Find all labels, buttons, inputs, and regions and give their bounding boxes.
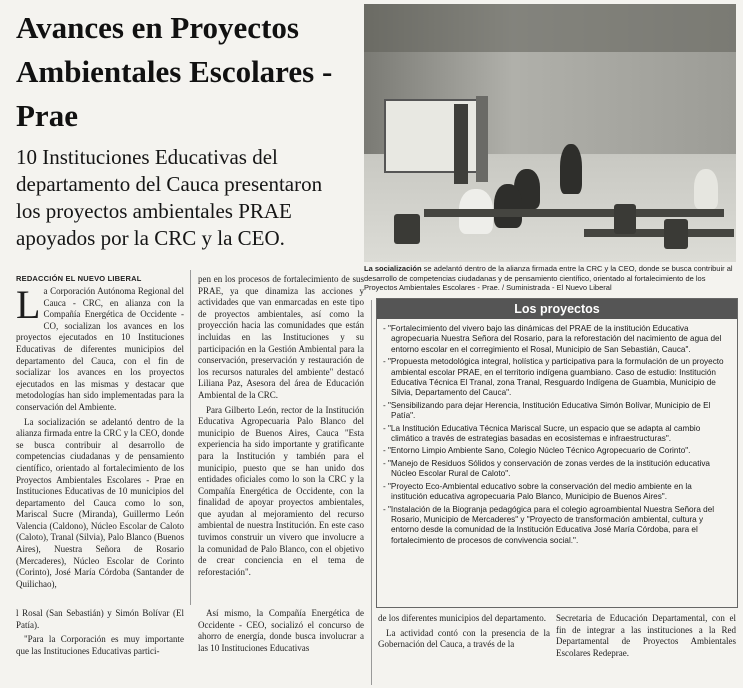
article-headline: Avances en Proyectos Ambientales Escolares - Prae bbox=[16, 10, 333, 133]
drop-cap: L bbox=[16, 282, 41, 327]
body-paragraph: La socialización se adelantó dentro de la alianza firmada entre la CRC y la CEO, donde se busca contribuir al desarrollo de competencias ciudadanas y de pensamiento científico, orientado al fortalecimiento de los Proyectos Ambientales Escolares - Prae en Instituciones Educativas de 10 municipios del departamento del Cauca como lo son, Mariscal Sucre (Miranda), Guillermo León Valencia (Caldono), Núcleo Escolar de Caloto (Caloto), Tranal (Silvia), Palo Blanco (Buenos Aires), Nuestra Señora de Rosario (Mercaderes), Núcleo Escolar de Corinto (Corinto), José María Córdoba (Santander de Quilichao), bbox=[16, 416, 184, 589]
byline: REDACCIÓN EL NUEVO LIBERAL bbox=[16, 274, 142, 283]
article-photo bbox=[364, 4, 736, 262]
project-item: - "Entorno Limpio Ambiente Sano, Colegio Núcleo Técnico Agropecuario de Corinto". bbox=[383, 446, 728, 456]
body-paragraph: Para Gilberto León, rector de la Institución Educativa Agropecuaria Palo Blanco del municipio de Buenos Aires, Cauca "Esta experiencia ha sido importante y gratificante para la Institución y también para el municipio, puesto que se han unido dos entidades oficiales como lo son la CRC y la Compañía Energética de Occidente, con la finalidad de apoyar proyectos ambientales, que ayudan al mejoramiento del recurso ambiental de nuestra Institución. En este caso tuvimos construir un vivero que involucre a la comunidad de Palo Blanco, con el objetivo de crear conciencia en el tema de reforestación". bbox=[198, 404, 364, 577]
project-item: - "Proyecto Eco-Ambiental educativo sobre la conservación del medio ambiente en la institución educativa agropecuaria Palo Blanco, Municipio de Buenos Aires". bbox=[383, 482, 728, 503]
project-item: - "Propuesta metodológica integral, holística y participativa para la formulación de un proyecto ambiental escolar PRAE, en el territorio indígena guambiano. Caso de estudio: Institución Educativa Técnica El Tranal, zona Tranal, Resguardo Indígena de Guambia, Municipio de Silvia, Departamento del Cauca". bbox=[383, 357, 728, 399]
projects-list bbox=[383, 324, 728, 548]
column-divider bbox=[371, 300, 372, 685]
body-column-1 bbox=[16, 282, 184, 593]
body-paragraph: pen en los procesos de fortalecimiento de sus PRAE, ya que dinamiza las acciones y actividades que van enmarcadas en este tipo de proyectos ambientales, así como la proyección hacia las comunidades que están incluidas en las Instituciones y su participación en la Gestión Ambiental para la conservación, preservación y restauración de los recursos naturales del ambiente" destacó Liliana Paz, Asesora del área de Educación Ambiental de la CRC. bbox=[198, 274, 364, 400]
body-paragraph: Así mismo, la Compañía Energética de Occidente - CEO, socializó el concurso de ahorro de energía, donde busca involucrar a las 10 Instituciones Educativas bbox=[198, 608, 364, 653]
project-item: - "Instalación de la Biogranja pedagógica para el colegio agroambiental Nuestra Señora del Rosario, Municipio de Mercaderes" y "Proyecto de transformación ambiental, cultura y entorno desde la comunidad de la Institución Educativa José María Córdoba, para el fortalecimiento de procesos de convivencia social.". bbox=[383, 505, 728, 547]
column-divider bbox=[190, 270, 191, 605]
article-subhead: 10 Instituciones Educativas del departamento del Cauca presentaron los proyectos ambientales PRAE apoyados por la CRC y la CEO. bbox=[16, 145, 323, 250]
body-column-2-bottom bbox=[198, 608, 364, 657]
body-paragraph: "Para la Corporación es muy importante que las Instituciones Educativas partici- bbox=[16, 634, 184, 656]
projects-box bbox=[376, 298, 738, 608]
body-column-1-bottom bbox=[16, 608, 184, 660]
project-item: - "Sensibilizando para dejar Herencia, Institución Educativa Simón Bolívar, Municipio de El Patía". bbox=[383, 401, 728, 422]
body-paragraph: Secretaria de Educación Departamental, con el fin de integrar a las instituciones a la Red Departamental de Proyectos Ambientales Escolares Redeprae. bbox=[556, 613, 736, 658]
body-column-2 bbox=[198, 274, 364, 581]
photo-caption bbox=[364, 264, 736, 293]
caption-lead: La socialización bbox=[364, 264, 422, 273]
body-column-4 bbox=[556, 613, 736, 662]
projects-box-title: Los proyectos bbox=[377, 299, 737, 319]
project-item: - "Manejo de Residuos Sólidos y conservación de zonas verdes de la institución educativa Núcleo Escolar Rural de Caloto". bbox=[383, 459, 728, 480]
body-paragraph: La actividad contó con la presencia de la Gobernación del Cauca, a través de la bbox=[378, 627, 550, 650]
body-paragraph: l Rosal (San Sebastián) y Simón Bolívar (El Patía). bbox=[16, 608, 184, 630]
project-item: - "La Institución Educativa Técnica Mariscal Sucre, un espacio que se adapta al cambio climático a través de estrategias basadas en ecosistemas e infraestructuras". bbox=[383, 424, 728, 445]
body-paragraph: de los diferentes municipios del departamento. bbox=[378, 613, 546, 623]
caption-text: se adelantó dentro de la alianza firmada entre la CRC y la CEO, donde se busca contribuir al desarrollo de competencias ciudadanas y de pensamiento científico, orientado al fortalecimiento de los Proyectos Ambientales Escolares - Prae. / Suministrada - El Nuevo Liberal bbox=[364, 264, 733, 292]
project-item: - "Fortalecimiento del vivero bajo las dinámicas del PRAE de la institución Educativa agropecuaria Nuestra Señora del Rosario, para la reforestación del nacimiento de agua del entorno escolar en el corregimiento el Rosal, Municipio de San Sebastián, Cauca". bbox=[383, 324, 728, 355]
body-paragraph: La Corporación Autónoma Regional del Cauca - CRC, en alianza con la Compañía Energética de Occidente - CO, socializan los avances en los proyectos ejecutados en 10 Instituciones Educativas de diferentes municipios del departamento del Cauca, con el fin de socializar los avances en los proyectos ejecutados en las mismas y destacar que metodologías han sido implementadas para la conservación del Ambiente. bbox=[16, 282, 184, 412]
body-column-3 bbox=[378, 613, 550, 654]
